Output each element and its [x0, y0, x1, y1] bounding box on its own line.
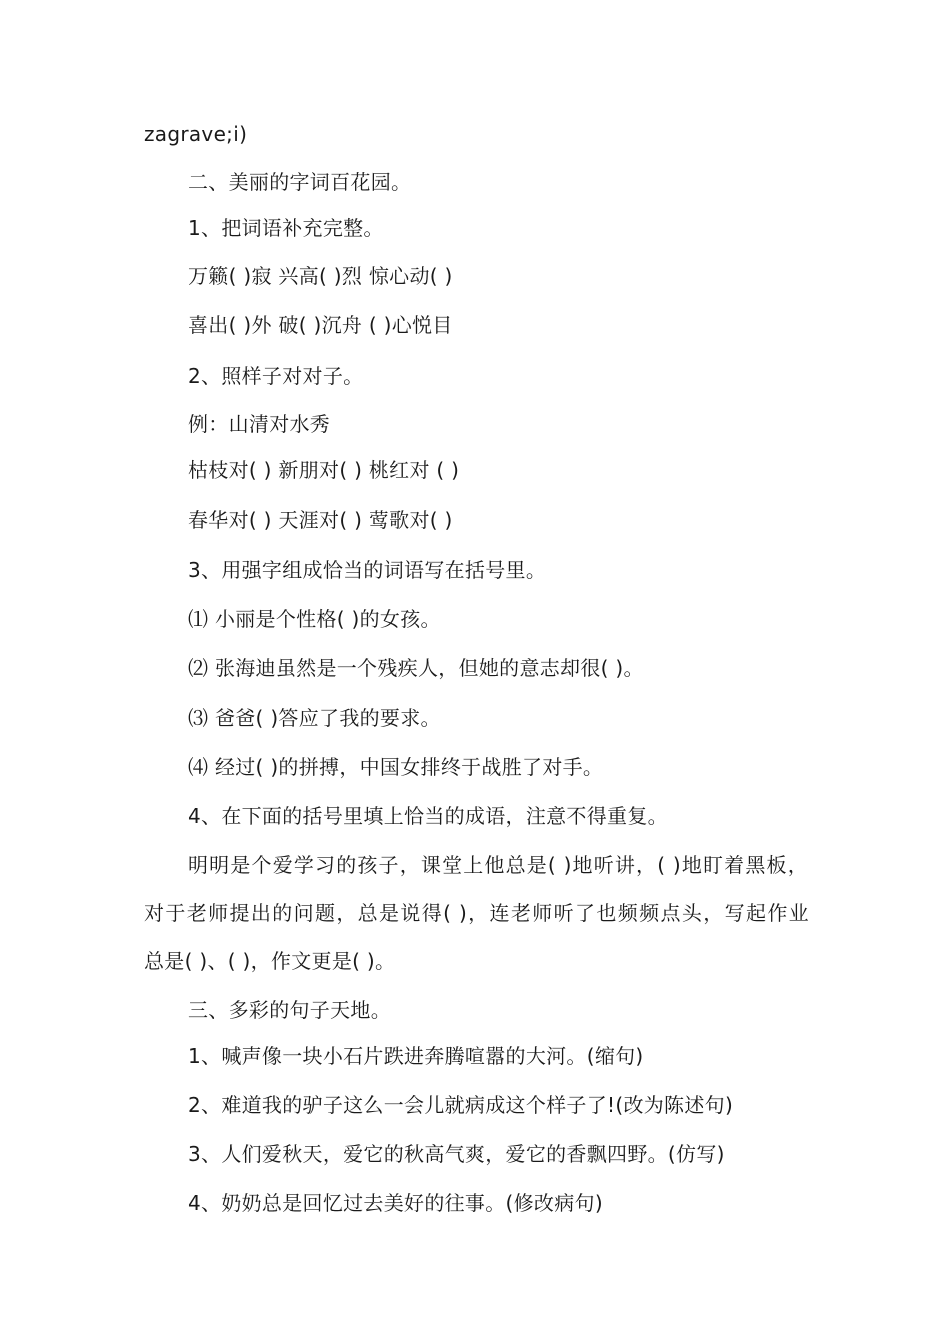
question-3-heading: 3、用强字组成恰当的词语写在括号里。	[188, 558, 547, 582]
sentence-task-4: 4、奶奶总是回忆过去美好的往事。(修改病句)	[188, 1191, 603, 1215]
sentence-item-3: ⑶ 爸爸( )答应了我的要求。	[188, 706, 441, 730]
example-line: 例：山清对水秀	[188, 412, 331, 436]
sentence-item-4: ⑷ 经过( )的拼搏，中国女排终于战胜了对手。	[188, 755, 604, 779]
paragraph-line-3: 总是( )、( )，作文更是( )。	[144, 949, 396, 973]
couplet-row-2: 春华对( ) 天涯对( ) 莺歌对( )	[188, 508, 453, 532]
word-fill-row-1: 万籁( )寂 兴高( )烈 惊心动( )	[188, 264, 453, 288]
paragraph-line-2: 对于老师提出的问题，总是说得( )，连老师听了也频频点头，写起作业	[144, 901, 809, 925]
section-heading-3: 三、多彩的句子天地。	[188, 998, 391, 1022]
sentence-item-2: ⑵ 张海迪虽然是一个残疾人，但她的意志却很( )。	[188, 656, 644, 680]
sentence-task-3: 3、人们爱秋天，爱它的秋高气爽，爱它的香飘四野。(仿写)	[188, 1142, 725, 1166]
text-line-fragment: zagrave;i)	[144, 122, 248, 146]
couplet-row-1: 枯枝对( ) 新朋对( ) 桃红对 ( )	[188, 458, 460, 482]
sentence-task-2: 2、难道我的驴子这么一会儿就病成这个样子了!(改为陈述句)	[188, 1093, 734, 1117]
question-4-heading: 4、在下面的括号里填上恰当的成语，注意不得重复。	[188, 804, 668, 828]
paragraph-line-1: 明明是个爱学习的孩子，课堂上他总是( )地听讲，( )地盯着黑板，	[188, 853, 808, 877]
question-2-heading: 2、照样子对对子。	[188, 364, 364, 388]
word-fill-row-2: 喜出( )外 破( )沉舟 ( )心悦目	[188, 313, 453, 337]
question-1-heading: 1、把词语补充完整。	[188, 216, 384, 240]
sentence-item-1: ⑴ 小丽是个性格( )的女孩。	[188, 607, 441, 631]
section-heading-2: 二、美丽的字词百花园。	[188, 170, 412, 194]
sentence-task-1: 1、喊声像一块小石片跌进奔腾喧嚣的大河。(缩句)	[188, 1044, 644, 1068]
